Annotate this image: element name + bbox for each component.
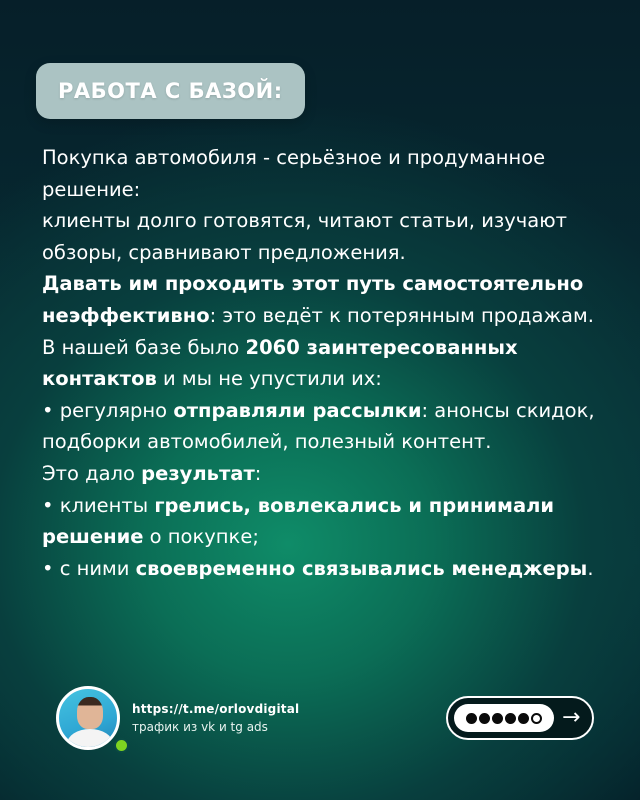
bullet-managers xyxy=(42,553,612,585)
text-result-bold: результат xyxy=(141,461,255,485)
slide-dot xyxy=(492,713,503,724)
paragraph-inefficient xyxy=(42,268,612,331)
text-decision-b: о покупке; xyxy=(143,525,259,549)
author-info xyxy=(132,700,299,736)
avatar-torso xyxy=(67,729,113,750)
text-clients: клиенты долго готовятся, читают статьи, изучают обзоры, сравнивают предложения. xyxy=(42,209,568,264)
text-base-a: В нашей базе было xyxy=(42,335,246,359)
paragraph-base xyxy=(42,332,612,395)
section-title: РАБОТА С БАЗОЙ: xyxy=(58,79,283,103)
telegram-link[interactable]: https://t.me/orlovdigital xyxy=(132,702,300,716)
bullet-mailing xyxy=(42,395,612,458)
online-status-dot xyxy=(114,738,129,753)
text-result-a: Это дало xyxy=(42,461,142,485)
paragraph-result xyxy=(42,458,612,490)
text-decision-a: • клиенты xyxy=(42,493,155,517)
slide-dot xyxy=(479,713,490,724)
text-managers-b: . xyxy=(587,556,594,580)
text-intro: Покупка автомобиля - серьёзное и продуманное решение: xyxy=(42,146,546,201)
text-mailing-b: : анонсы скидок, подборки автомобилей, полезный контент. xyxy=(42,398,595,454)
bullet-decision xyxy=(42,490,612,553)
text-mailing-bold: отправляли рассылки xyxy=(173,398,422,422)
next-slide-button[interactable] xyxy=(446,696,594,740)
text-managers-bold: своевременно связывались менеджеры xyxy=(135,556,588,580)
text-inefficient-bold: Давать им проходить этот путь самостоятельно неэффективно xyxy=(42,272,584,327)
text-result-b: : xyxy=(254,461,262,485)
section-badge xyxy=(36,63,305,119)
text-base-b: и мы не упустили их: xyxy=(156,367,382,391)
slide-dot xyxy=(531,713,542,724)
paragraph-clients xyxy=(42,205,612,268)
text-base-bold: 2060 заинтересованных контактов xyxy=(42,335,518,391)
text-inefficient-rest: : это ведёт к потерянным продажам. xyxy=(209,303,594,327)
author-subtitle: трафик из vk и tg ads xyxy=(132,720,268,734)
avatar[interactable] xyxy=(56,686,120,750)
slide-dot xyxy=(505,713,516,724)
avatar-head xyxy=(77,697,103,729)
slide-indicator xyxy=(454,704,554,732)
post-content xyxy=(42,142,612,584)
arrow-right-icon[interactable]: → xyxy=(562,705,581,730)
paragraph-intro xyxy=(42,142,612,205)
slide-dot xyxy=(518,713,529,724)
slide-dot xyxy=(466,713,477,724)
text-mailing-a: • регулярно xyxy=(42,398,174,422)
text-decision-bold: грелись, вовлекались и принимали решение xyxy=(42,493,555,549)
text-managers-a: • с ними xyxy=(42,556,136,580)
